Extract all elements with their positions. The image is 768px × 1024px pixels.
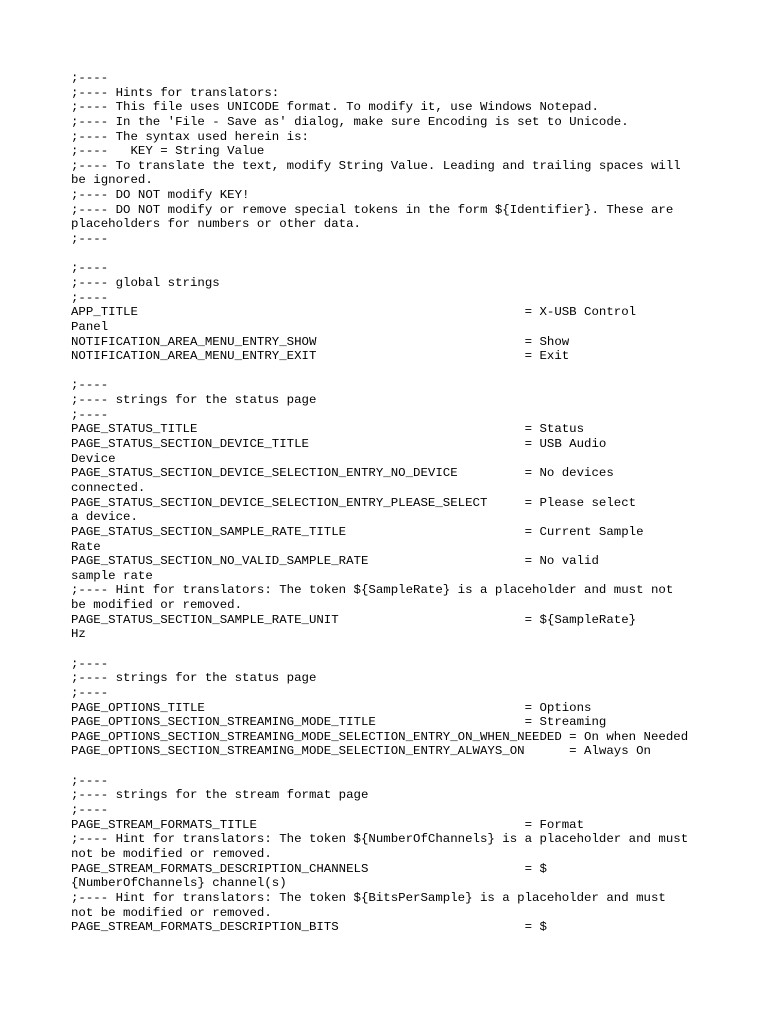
- text-line: PAGE_STATUS_SECTION_DEVICE_SELECTION_ENTRY_PLEASE_SELECT = Please select: [71, 495, 637, 510]
- section-heading-stream-format-page: ;---- strings for the stream format page: [71, 788, 369, 803]
- text-line: ;---- KEY = String Value: [71, 144, 265, 159]
- text-line: PAGE_OPTIONS_SECTION_STREAMING_MODE_TITLE = Streaming: [71, 715, 607, 730]
- text-line: PAGE_STATUS_TITLE = Status: [71, 422, 585, 437]
- document-page: [71, 71, 711, 935]
- text-line: sample rate: [71, 568, 153, 583]
- text-line: PAGE_OPTIONS_SECTION_STREAMING_MODE_SELECTION_ENTRY_ON_WHEN_NEEDED = On when Needed: [71, 729, 689, 744]
- text-line: PAGE_OPTIONS_SECTION_STREAMING_MODE_SELECTION_ENTRY_ALWAYS_ON = Always On: [71, 744, 651, 759]
- text-line: ;---- Hint for translators: The token ${NumberOfChannels} is a placeholder and must: [71, 832, 689, 847]
- section-heading-status-page: ;---- strings for the status page: [71, 393, 317, 408]
- text-line: a device.: [71, 510, 138, 525]
- text-line: not be modified or removed.: [71, 846, 272, 861]
- text-line: ;----: [71, 803, 109, 818]
- text-line: PAGE_STATUS_SECTION_SAMPLE_RATE_UNIT = ${SampleRate}: [71, 612, 637, 627]
- text-line: ;---- Hints for translators:: [71, 85, 280, 100]
- text-line: Panel: [71, 319, 109, 334]
- text-line: ;---- Hint for translators: The token ${SampleRate} is a placeholder and must not: [71, 583, 674, 598]
- text-line: connected.: [71, 480, 146, 495]
- text-line: NOTIFICATION_AREA_MENU_ENTRY_SHOW = Show: [71, 334, 570, 349]
- text-line: NOTIFICATION_AREA_MENU_ENTRY_EXIT = Exit: [71, 349, 570, 364]
- text-line: APP_TITLE = X-USB Control: [71, 305, 637, 320]
- blank-line: [71, 247, 711, 262]
- text-line: ;----: [71, 261, 109, 276]
- text-line: ;---- In the 'File - Save as' dialog, make sure Encoding is set to Unicode.: [71, 114, 629, 129]
- text-line: ;---- To translate the text, modify String Value. Leading and trailing spaces will: [71, 158, 681, 173]
- section-heading-global-strings: ;---- global strings: [71, 275, 220, 290]
- text-line: placeholders for numbers or other data.: [71, 217, 361, 232]
- text-line: PAGE_STREAM_FORMATS_DESCRIPTION_BITS = $: [71, 920, 547, 935]
- text-line: ;---- DO NOT modify or remove special tokens in the form ${Identifier}. These are: [71, 202, 674, 217]
- text-line: not be modified or removed.: [71, 905, 272, 920]
- text-line: PAGE_OPTIONS_TITLE = Options: [71, 700, 592, 715]
- text-line: PAGE_STREAM_FORMATS_DESCRIPTION_CHANNELS = $: [71, 861, 547, 876]
- text-line: Hz: [71, 627, 86, 642]
- section-heading-options-page: ;---- strings for the status page: [71, 671, 317, 686]
- text-line: Rate: [71, 539, 101, 554]
- blank-line: [71, 759, 711, 774]
- text-line: ;---- The syntax used herein is:: [71, 129, 309, 144]
- text-line: ;---- Hint for translators: The token ${BitsPerSample} is a placeholder and must: [71, 890, 666, 905]
- text-line: {NumberOfChannels} channel(s): [71, 876, 287, 891]
- text-line: ;----: [71, 71, 109, 85]
- text-line: be ignored.: [71, 173, 153, 188]
- text-line: ;---- DO NOT modify KEY!: [71, 188, 250, 203]
- text-line: ;---- This file uses UNICODE format. To modify it, use Windows Notepad.: [71, 100, 599, 115]
- text-line: PAGE_STATUS_SECTION_DEVICE_TITLE = USB Audio: [71, 437, 607, 452]
- text-line: PAGE_STATUS_SECTION_DEVICE_SELECTION_ENTRY_NO_DEVICE = No devices: [71, 466, 614, 481]
- text-line: ;----: [71, 685, 109, 700]
- text-line: Device: [71, 451, 116, 466]
- text-line: ;----: [71, 407, 109, 422]
- text-line: ;----: [71, 378, 109, 393]
- text-line: ;----: [71, 773, 109, 788]
- text-line: PAGE_STREAM_FORMATS_TITLE = Format: [71, 817, 585, 832]
- text-line: PAGE_STATUS_SECTION_NO_VALID_SAMPLE_RATE = No valid: [71, 554, 599, 569]
- text-line: be modified or removed.: [71, 598, 243, 613]
- text-line: ;----: [71, 656, 109, 671]
- text-line: PAGE_STATUS_SECTION_SAMPLE_RATE_TITLE = Current Sample: [71, 524, 644, 539]
- blank-line: [71, 364, 711, 379]
- text-line: ;----: [71, 290, 109, 305]
- blank-line: [71, 642, 711, 657]
- text-line: ;----: [71, 232, 109, 247]
